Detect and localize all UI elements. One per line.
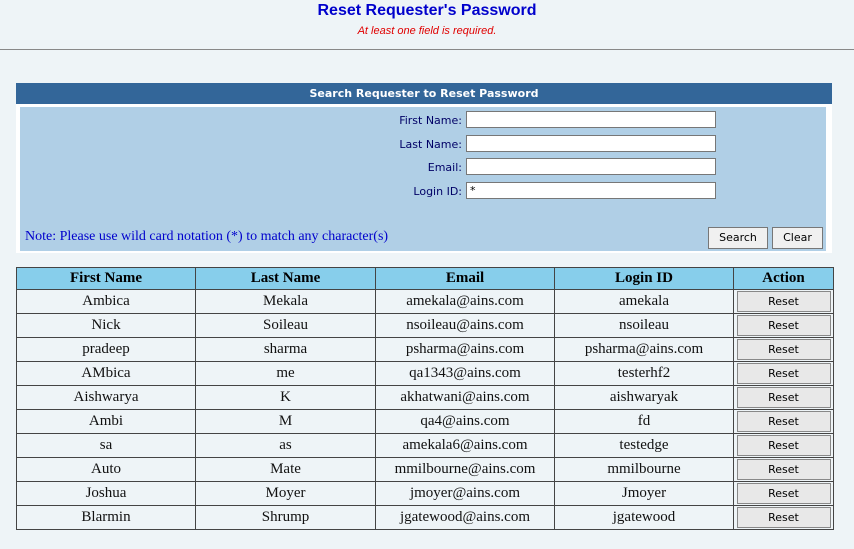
- wildcard-note: Note: Please use wild card notation (*) to match any character(s): [25, 229, 389, 244]
- cell-last-name: Moyer: [196, 482, 376, 506]
- last-name-input[interactable]: [466, 135, 716, 152]
- cell-email: nsoileau@ains.com: [376, 314, 555, 338]
- cell-login-id: amekala: [555, 290, 734, 314]
- cell-last-name: as: [196, 434, 376, 458]
- cell-action: [734, 434, 834, 458]
- results-table: [16, 267, 834, 530]
- search-panel: [16, 83, 832, 253]
- cell-action: [734, 314, 834, 338]
- last-name-label: Last Name:: [399, 138, 462, 151]
- cell-last-name: me: [196, 362, 376, 386]
- cell-action: [734, 482, 834, 506]
- table-row: [17, 506, 834, 530]
- reset-button[interactable]: Reset: [737, 483, 831, 504]
- search-panel-body: [20, 107, 826, 251]
- table-row: [17, 482, 834, 506]
- cell-last-name: M: [196, 410, 376, 434]
- search-panel-title: Search Requester to Reset Password: [16, 83, 832, 104]
- cell-email: jgatewood@ains.com: [376, 506, 555, 530]
- login-id-label: Login ID:: [413, 185, 462, 198]
- cell-first-name: sa: [17, 434, 196, 458]
- cell-last-name: Mekala: [196, 290, 376, 314]
- cell-last-name: sharma: [196, 338, 376, 362]
- reset-button[interactable]: Reset: [737, 387, 831, 408]
- reset-button[interactable]: Reset: [737, 363, 831, 384]
- column-header-email: Email: [376, 268, 555, 290]
- cell-email: qa4@ains.com: [376, 410, 555, 434]
- cell-last-name: Soileau: [196, 314, 376, 338]
- cell-login-id: Jmoyer: [555, 482, 734, 506]
- clear-button[interactable]: Clear: [772, 227, 823, 249]
- cell-first-name: Ambica: [17, 290, 196, 314]
- column-header-last-name: Last Name: [196, 268, 376, 290]
- table-row: [17, 410, 834, 434]
- cell-email: jmoyer@ains.com: [376, 482, 555, 506]
- page-title: Reset Requester's Password: [317, 2, 537, 19]
- cell-action: [734, 290, 834, 314]
- email-input[interactable]: [466, 158, 716, 175]
- reset-button[interactable]: Reset: [737, 339, 831, 360]
- cell-email: amekala@ains.com: [376, 290, 555, 314]
- column-header-login-id: Login ID: [555, 268, 734, 290]
- cell-first-name: pradeep: [17, 338, 196, 362]
- cell-login-id: aishwaryak: [555, 386, 734, 410]
- table-row: [17, 458, 834, 482]
- search-button[interactable]: Search: [708, 227, 768, 249]
- cell-first-name: AMbica: [17, 362, 196, 386]
- reset-button[interactable]: Reset: [737, 507, 831, 528]
- cell-first-name: Aishwarya: [17, 386, 196, 410]
- cell-action: [734, 338, 834, 362]
- cell-last-name: Shrump: [196, 506, 376, 530]
- table-row: [17, 314, 834, 338]
- cell-first-name: Ambi: [17, 410, 196, 434]
- cell-first-name: Nick: [17, 314, 196, 338]
- table-row: [17, 434, 834, 458]
- reset-button[interactable]: Reset: [737, 315, 831, 336]
- cell-login-id: fd: [555, 410, 734, 434]
- cell-login-id: testerhf2: [555, 362, 734, 386]
- table-row: [17, 362, 834, 386]
- cell-action: [734, 506, 834, 530]
- cell-login-id: jgatewood: [555, 506, 734, 530]
- cell-action: [734, 458, 834, 482]
- cell-login-id: testedge: [555, 434, 734, 458]
- table-row: [17, 338, 834, 362]
- cell-action: [734, 386, 834, 410]
- cell-email: amekala6@ains.com: [376, 434, 555, 458]
- reset-button[interactable]: Reset: [737, 411, 831, 432]
- reset-button[interactable]: Reset: [737, 291, 831, 312]
- cell-first-name: Joshua: [17, 482, 196, 506]
- cell-email: akhatwani@ains.com: [376, 386, 555, 410]
- cell-login-id: nsoileau: [555, 314, 734, 338]
- cell-first-name: Blarmin: [17, 506, 196, 530]
- table-row: [17, 386, 834, 410]
- cell-login-id: psharma@ains.com: [555, 338, 734, 362]
- cell-action: [734, 410, 834, 434]
- reset-button[interactable]: Reset: [737, 459, 831, 480]
- cell-email: qa1343@ains.com: [376, 362, 555, 386]
- first-name-label: First Name:: [399, 114, 462, 127]
- cell-last-name: K: [196, 386, 376, 410]
- cell-first-name: Auto: [17, 458, 196, 482]
- login-id-input[interactable]: [466, 182, 716, 199]
- first-name-input[interactable]: [466, 111, 716, 128]
- results-header-row: [17, 268, 834, 290]
- cell-email: psharma@ains.com: [376, 338, 555, 362]
- cell-email: mmilbourne@ains.com: [376, 458, 555, 482]
- cell-action: [734, 362, 834, 386]
- divider: [0, 49, 854, 50]
- cell-login-id: mmilbourne: [555, 458, 734, 482]
- table-row: [17, 290, 834, 314]
- required-message: At least one field is required.: [357, 25, 497, 37]
- cell-last-name: Mate: [196, 458, 376, 482]
- email-label: Email:: [427, 161, 462, 174]
- column-header-action: Action: [734, 268, 834, 290]
- column-header-first-name: First Name: [17, 268, 196, 290]
- reset-button[interactable]: Reset: [737, 435, 831, 456]
